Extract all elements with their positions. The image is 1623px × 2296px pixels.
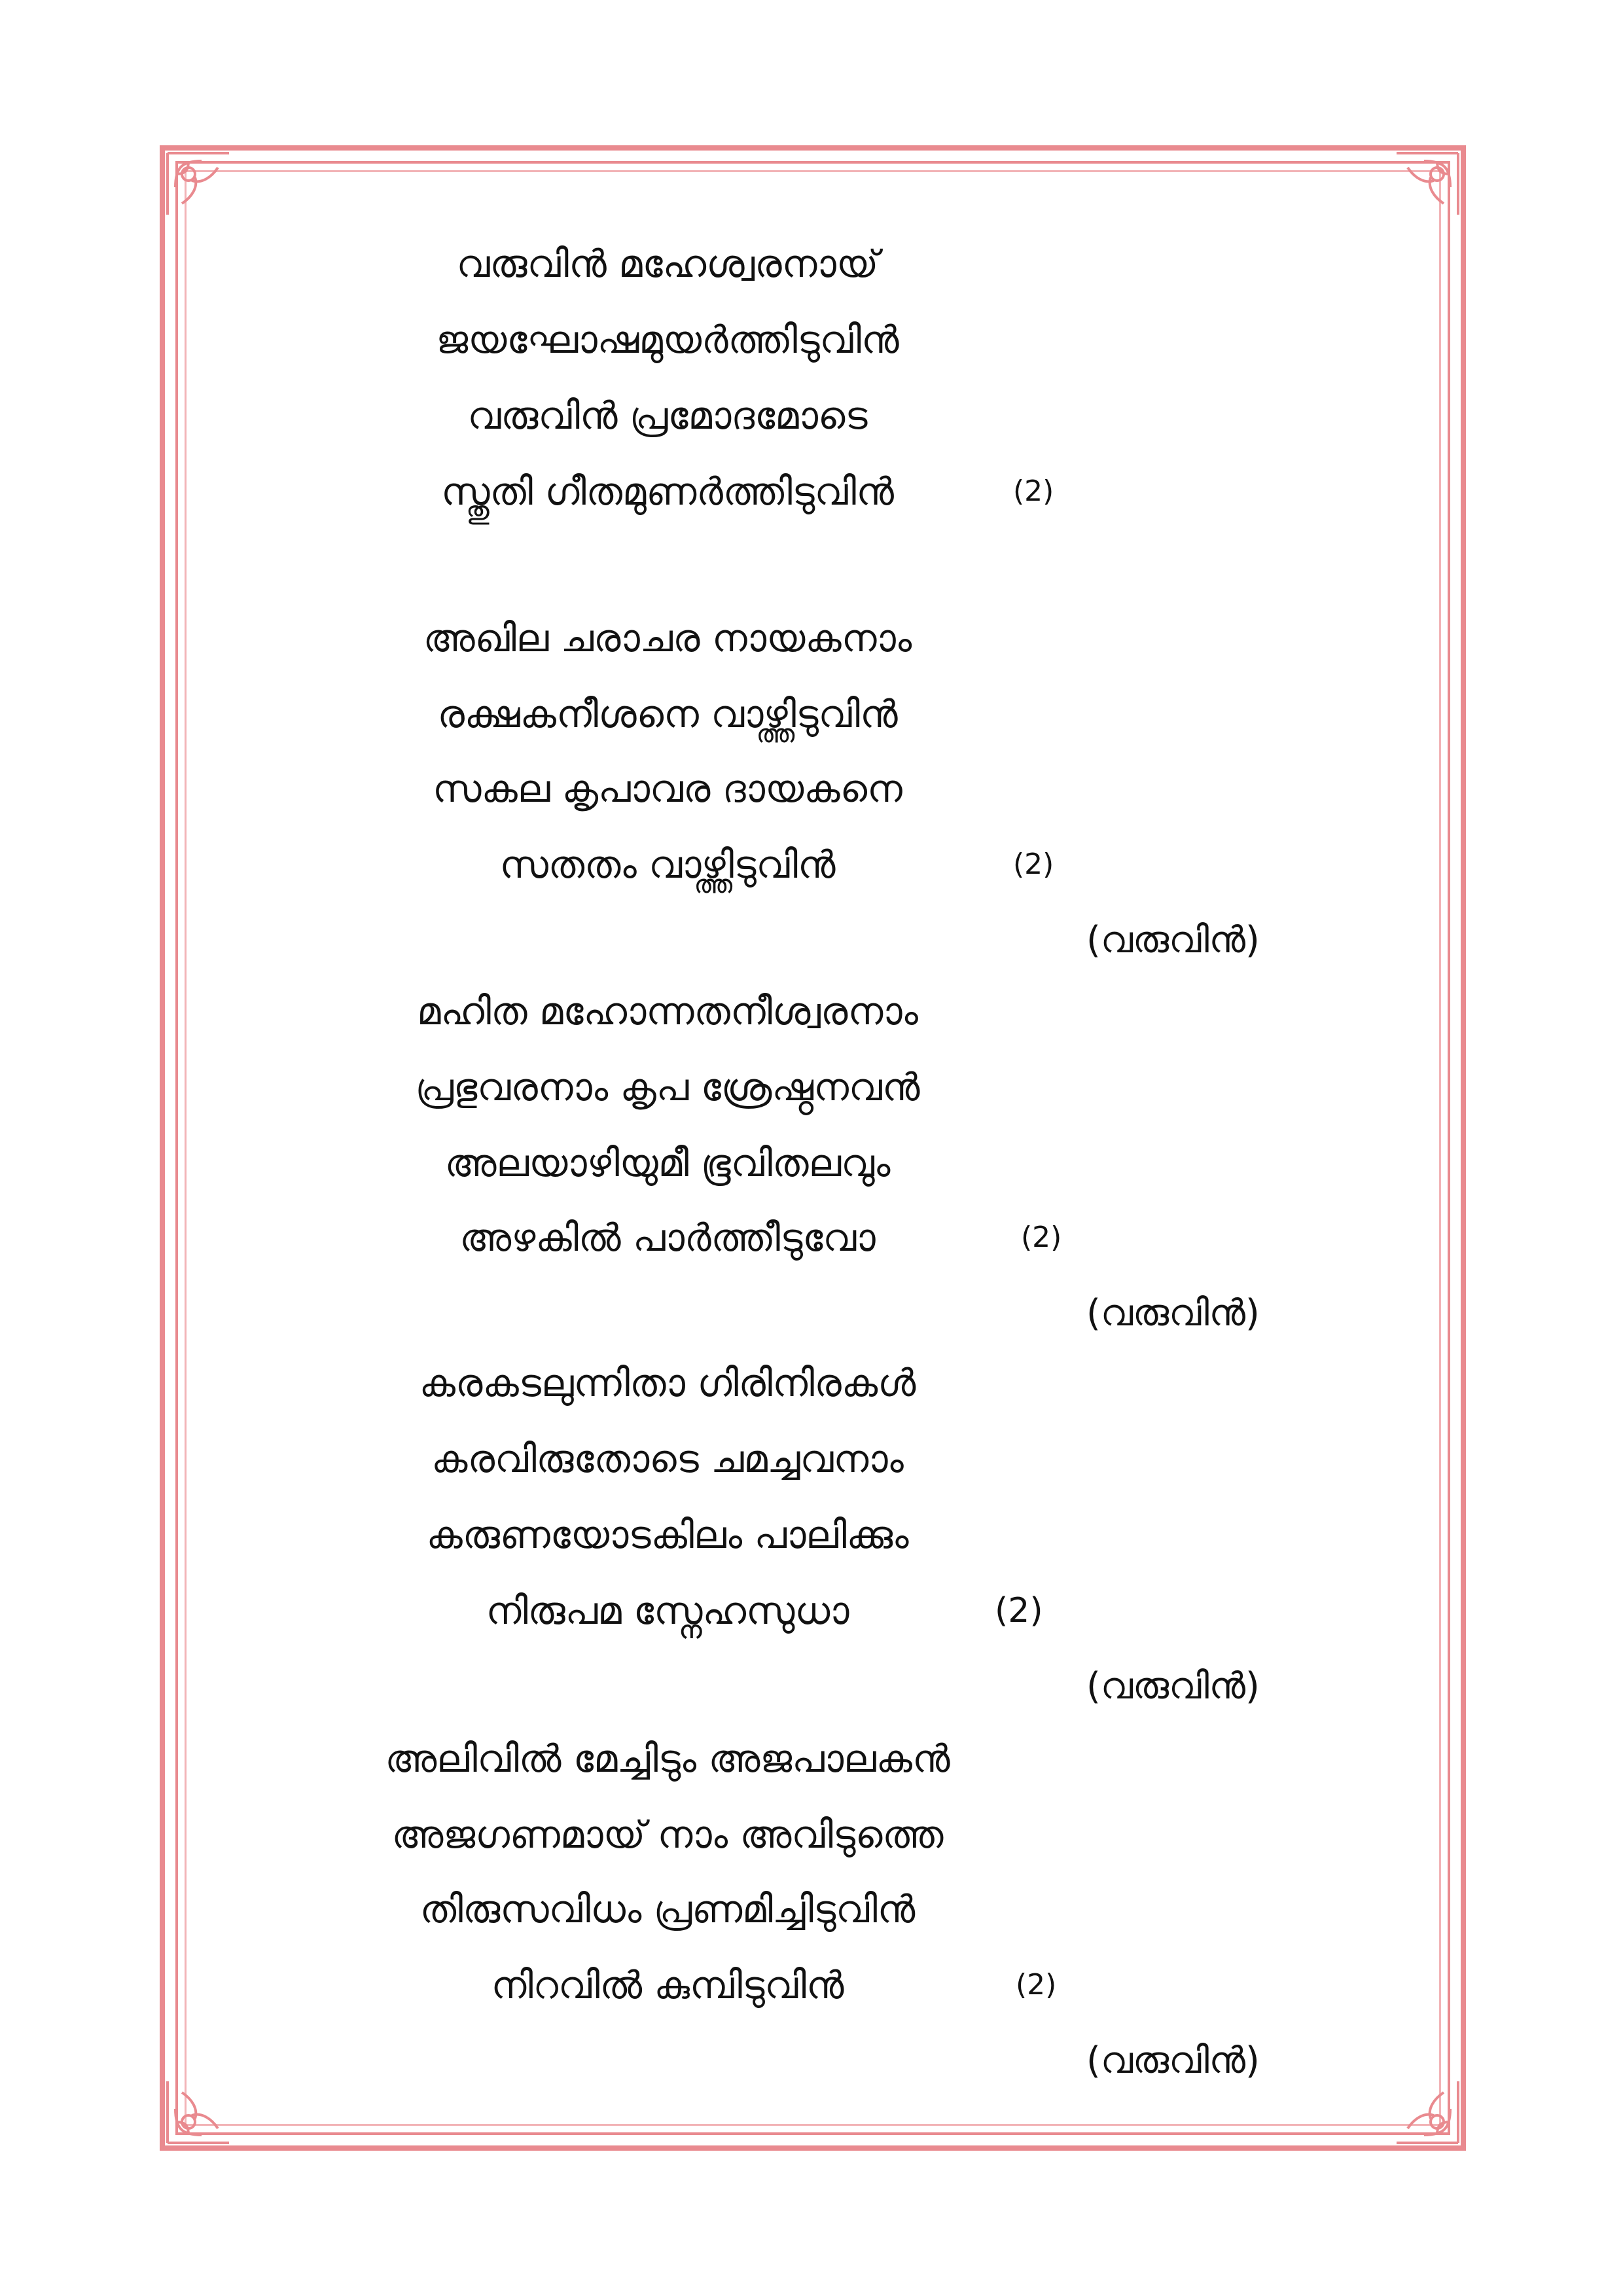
lyric-line: അഴകിൽ പാർത്തീടുവോ [459, 1215, 876, 1260]
lyric-line: രക്ഷകനീശനെ വാഴ്ത്തിടുവിൻ [437, 692, 898, 736]
lyric-line: നിറവിൽ കുമ്പിടുവിൻ [491, 1963, 844, 2007]
lyric-line: വരുവിൻ മഹേശ്വരനായ് [456, 242, 879, 286]
lyric-line: സകല കൃപാവര ദായകനെ [433, 766, 902, 811]
lyric-line: അജഗണമായ് നാം അവിടുത്തെ [391, 1812, 944, 1857]
chorus-ref: (വരുവിൻ) [1086, 919, 1260, 961]
lyric-line: കരുണയോടകിലം പാലിക്കും [426, 1513, 909, 1557]
lyric-line: ജയഘോഷമുയർത്തിടുവിൻ [436, 317, 899, 362]
chorus-ref: (വരുവിൻ) [1086, 1292, 1260, 1335]
lyric-line: കരകടലുന്നിതാ ഗിരിനിരകൾ [419, 1361, 916, 1405]
corner-ornament-icon [162, 148, 234, 220]
repeat-mark: (2) [1016, 1968, 1057, 2001]
lyric-line: സ്തുതി ഗീതമുണർത്തിടുവിൻ [441, 469, 894, 514]
lyric-line: അഖില ചരാചര നായകനാം [423, 616, 912, 660]
repeat-mark: (2) [1021, 1221, 1062, 1254]
corner-ornament-icon [1391, 148, 1463, 220]
repeat-mark: (2) [1013, 475, 1054, 508]
lyric-line: പ്രഭുവരനാം കൃപ ശ്രേഷ്ഠനവൻ [415, 1065, 920, 1109]
lyric-line: സതതം വാഴ്ത്തിടുവിൻ [499, 842, 836, 887]
lyric-line: അലിവിൽ മേച്ചിടും അജപാലകൻ [385, 1736, 950, 1781]
lyric-line: തിരുസവിധം പ്രണമിച്ചിടുവിൻ [419, 1887, 916, 1931]
chorus-ref: (വരുവിൻ) [1086, 2039, 1260, 2082]
repeat-mark: (2) [995, 1591, 1043, 1630]
lyric-line: നിരുപമ സ്നേഹസുധാ [486, 1588, 849, 1633]
lyric-line: വരുവിൻ പ്രമോദമോടെ [467, 393, 868, 438]
lyric-line: മഹിത മഹോന്നതനീശ്വരനാം [417, 989, 918, 1033]
lyric-line: അലയാഴിയുമീ ഭൂവിതലവും [444, 1141, 891, 1185]
corner-ornament-icon [1391, 2076, 1463, 2148]
corner-ornament-icon [162, 2076, 234, 2148]
repeat-mark: (2) [1013, 848, 1054, 881]
lyric-line: കരവിരുതോടെ ചമച്ചവനാം [431, 1437, 904, 1481]
chorus-ref: (വരുവിൻ) [1086, 1665, 1260, 1708]
